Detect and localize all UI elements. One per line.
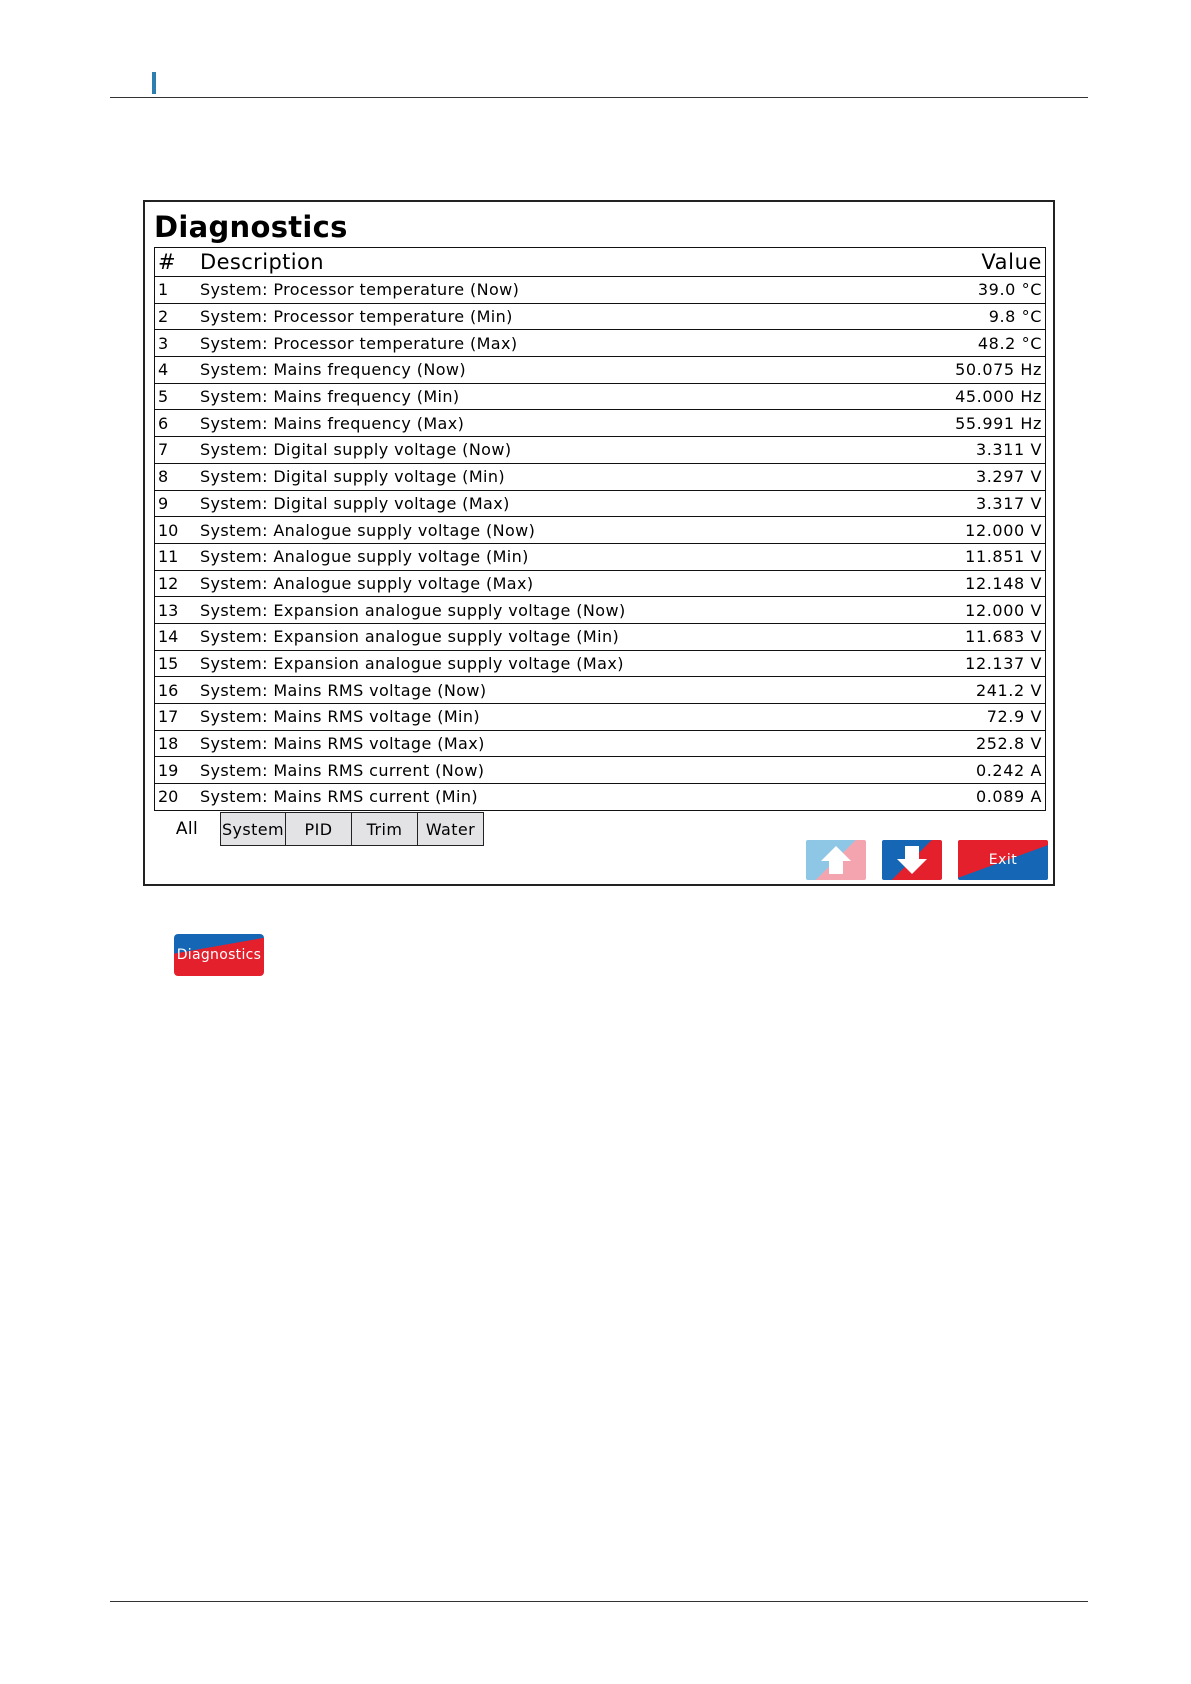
row-num: 19 bbox=[155, 757, 198, 784]
tab-pid[interactable]: PID bbox=[286, 812, 352, 846]
scroll-down-button[interactable] bbox=[882, 840, 942, 880]
row-value: 9.8 °C bbox=[889, 303, 1046, 330]
row-num: 10 bbox=[155, 517, 198, 544]
row-num: 5 bbox=[155, 383, 198, 410]
header-rule bbox=[110, 97, 1088, 98]
row-description: System: Mains frequency (Max) bbox=[197, 410, 889, 437]
row-description: System: Processor temperature (Now) bbox=[197, 277, 889, 304]
row-value: 12.000 V bbox=[889, 597, 1046, 624]
row-num: 8 bbox=[155, 463, 198, 490]
column-header-num: # bbox=[155, 248, 198, 277]
row-num: 13 bbox=[155, 597, 198, 624]
diagnostics-button-icon: Diagnostics bbox=[174, 934, 264, 976]
row-description: System: Digital supply voltage (Max) bbox=[197, 490, 889, 517]
row-value: 11.683 V bbox=[889, 623, 1046, 650]
row-num: 1 bbox=[155, 277, 198, 304]
table-row bbox=[155, 437, 1046, 464]
row-num: 9 bbox=[155, 490, 198, 517]
table-row bbox=[155, 543, 1046, 570]
page-title: Diagnostics bbox=[154, 210, 348, 244]
row-description: System: Mains RMS voltage (Min) bbox=[197, 704, 889, 731]
row-description: System: Processor temperature (Max) bbox=[197, 330, 889, 357]
row-value: 3.317 V bbox=[889, 490, 1046, 517]
table-row bbox=[155, 623, 1046, 650]
arrow-down-icon bbox=[895, 844, 929, 876]
table-row bbox=[155, 277, 1046, 304]
table-row bbox=[155, 704, 1046, 731]
row-description: System: Mains RMS current (Min) bbox=[197, 784, 889, 811]
row-description: System: Expansion analogue supply voltage (Max) bbox=[197, 650, 889, 677]
header-accent-bar bbox=[152, 72, 156, 94]
row-value: 55.991 Hz bbox=[889, 410, 1046, 437]
scroll-up-button[interactable] bbox=[806, 840, 866, 880]
row-description: System: Digital supply voltage (Now) bbox=[197, 437, 889, 464]
row-num: 15 bbox=[155, 650, 198, 677]
arrow-up-icon bbox=[819, 844, 853, 876]
row-num: 6 bbox=[155, 410, 198, 437]
row-description: System: Mains frequency (Min) bbox=[197, 383, 889, 410]
row-description: System: Mains frequency (Now) bbox=[197, 357, 889, 384]
table-header-row bbox=[155, 248, 1046, 277]
row-description: System: Expansion analogue supply voltage (Min) bbox=[197, 623, 889, 650]
row-value: 12.148 V bbox=[889, 570, 1046, 597]
diagnostics-panel bbox=[143, 200, 1055, 886]
exit-button[interactable]: Exit bbox=[958, 840, 1048, 880]
row-description: System: Analogue supply voltage (Max) bbox=[197, 570, 889, 597]
row-num: 12 bbox=[155, 570, 198, 597]
tab-all[interactable]: All bbox=[154, 812, 220, 846]
row-value: 3.297 V bbox=[889, 463, 1046, 490]
table-row bbox=[155, 410, 1046, 437]
row-num: 3 bbox=[155, 330, 198, 357]
row-num: 11 bbox=[155, 543, 198, 570]
row-num: 16 bbox=[155, 677, 198, 704]
table-row bbox=[155, 330, 1046, 357]
row-num: 2 bbox=[155, 303, 198, 330]
row-description: System: Mains RMS voltage (Now) bbox=[197, 677, 889, 704]
tab-water[interactable]: Water bbox=[418, 812, 484, 846]
table-row bbox=[155, 650, 1046, 677]
table-row bbox=[155, 357, 1046, 384]
footer-rule bbox=[110, 1601, 1088, 1602]
row-description: System: Analogue supply voltage (Now) bbox=[197, 517, 889, 544]
filter-tabs bbox=[154, 812, 484, 846]
row-description: System: Analogue supply voltage (Min) bbox=[197, 543, 889, 570]
row-description: System: Expansion analogue supply voltage (Now) bbox=[197, 597, 889, 624]
row-value: 241.2 V bbox=[889, 677, 1046, 704]
table-row bbox=[155, 570, 1046, 597]
row-value: 252.8 V bbox=[889, 730, 1046, 757]
row-value: 48.2 °C bbox=[889, 330, 1046, 357]
row-num: 14 bbox=[155, 623, 198, 650]
row-num: 17 bbox=[155, 704, 198, 731]
row-value: 3.311 V bbox=[889, 437, 1046, 464]
row-value: 12.000 V bbox=[889, 517, 1046, 544]
row-value: 72.9 V bbox=[889, 704, 1046, 731]
table-row bbox=[155, 463, 1046, 490]
tab-trim[interactable]: Trim bbox=[352, 812, 418, 846]
row-num: 7 bbox=[155, 437, 198, 464]
row-value: 45.000 Hz bbox=[889, 383, 1046, 410]
tab-system[interactable]: System bbox=[220, 812, 286, 846]
table-row bbox=[155, 757, 1046, 784]
row-description: System: Mains RMS current (Now) bbox=[197, 757, 889, 784]
row-value: 11.851 V bbox=[889, 543, 1046, 570]
row-description: System: Digital supply voltage (Min) bbox=[197, 463, 889, 490]
table-row bbox=[155, 597, 1046, 624]
table-row bbox=[155, 303, 1046, 330]
row-num: 18 bbox=[155, 730, 198, 757]
table-row bbox=[155, 730, 1046, 757]
row-description: System: Mains RMS voltage (Max) bbox=[197, 730, 889, 757]
row-value: 12.137 V bbox=[889, 650, 1046, 677]
column-header-description: Description bbox=[197, 248, 889, 277]
row-value: 0.242 A bbox=[889, 757, 1046, 784]
row-value: 39.0 °C bbox=[889, 277, 1046, 304]
row-num: 20 bbox=[155, 784, 198, 811]
table-row bbox=[155, 517, 1046, 544]
table-row bbox=[155, 784, 1046, 811]
table-row bbox=[155, 677, 1046, 704]
row-value: 50.075 Hz bbox=[889, 357, 1046, 384]
table-row bbox=[155, 383, 1046, 410]
diagnostics-table bbox=[154, 247, 1046, 811]
row-num: 4 bbox=[155, 357, 198, 384]
table-row bbox=[155, 490, 1046, 517]
row-value: 0.089 A bbox=[889, 784, 1046, 811]
row-description: System: Processor temperature (Min) bbox=[197, 303, 889, 330]
column-header-value: Value bbox=[889, 248, 1046, 277]
